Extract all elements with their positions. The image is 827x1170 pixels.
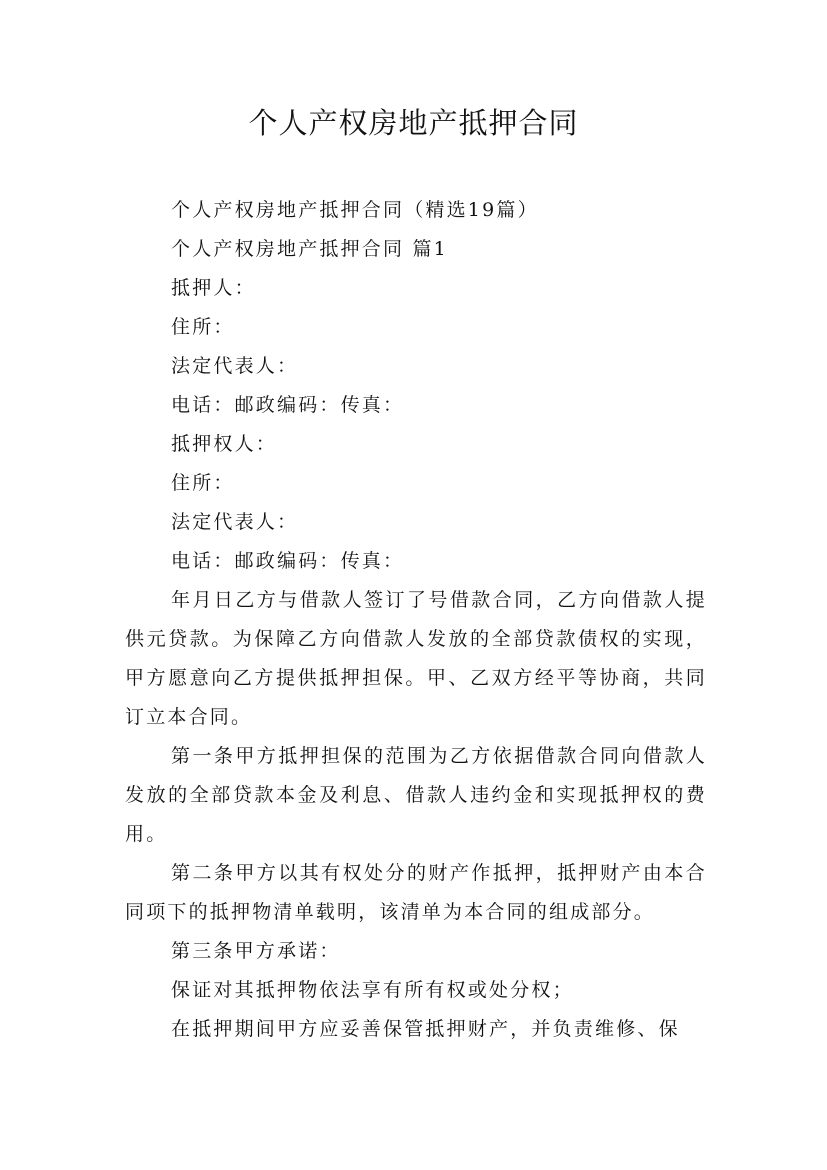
paragraph-article-2: 第二条甲方以其有权处分的财产作抵押，抵押财产由本合同项下的抵押物清单载明，该清单为本合同的组成部分。	[125, 862, 707, 923]
paragraph-article-3: 第三条甲方承诺：	[171, 940, 341, 962]
paragraph-mortgagee: 抵押权人：	[171, 433, 278, 455]
paragraph-mortgagor-contact: 电话：邮政编码：传真：	[171, 394, 405, 416]
paragraph-mortgagor-legal-rep: 法定代表人：	[171, 355, 299, 377]
paragraph-article-3-item-2: 在抵押期间甲方应妥善保管抵押财产，并负责维修、保	[171, 1018, 680, 1040]
paragraph-section-heading: 个人产权房地产抵押合同 篇1	[171, 238, 448, 260]
paragraph-preamble: 年月日乙方与借款人签订了号借款合同，乙方向借款人提供元贷款。为保障乙方向借款人发放的全部贷款债权的实现，甲方愿意向乙方提供抵押担保。甲、乙双方经平等协商，共同订立本合同。	[125, 589, 707, 728]
paragraph-subtitle: 个人产权房地产抵押合同（精选19篇）	[171, 199, 539, 221]
document-body	[125, 191, 707, 1049]
paragraph-mortgagee-legal-rep: 法定代表人：	[171, 511, 299, 533]
paragraph-article-1: 第一条甲方抵押担保的范围为乙方依据借款合同向借款人发放的全部贷款本金及利息、借款人违约金和实现抵押权的费用。	[125, 745, 707, 845]
paragraph-mortgagee-address: 住所：	[171, 472, 235, 494]
paragraph-mortgagee-contact: 电话：邮政编码：传真：	[171, 550, 405, 572]
document-title: 个人产权房地产抵押合同	[248, 106, 579, 140]
paragraph-mortgagor: 抵押人：	[171, 277, 256, 299]
paragraph-article-3-item-1: 保证对其抵押物依法享有所有权或处分权；	[171, 979, 574, 1001]
paragraph-mortgagor-address: 住所：	[171, 316, 235, 338]
